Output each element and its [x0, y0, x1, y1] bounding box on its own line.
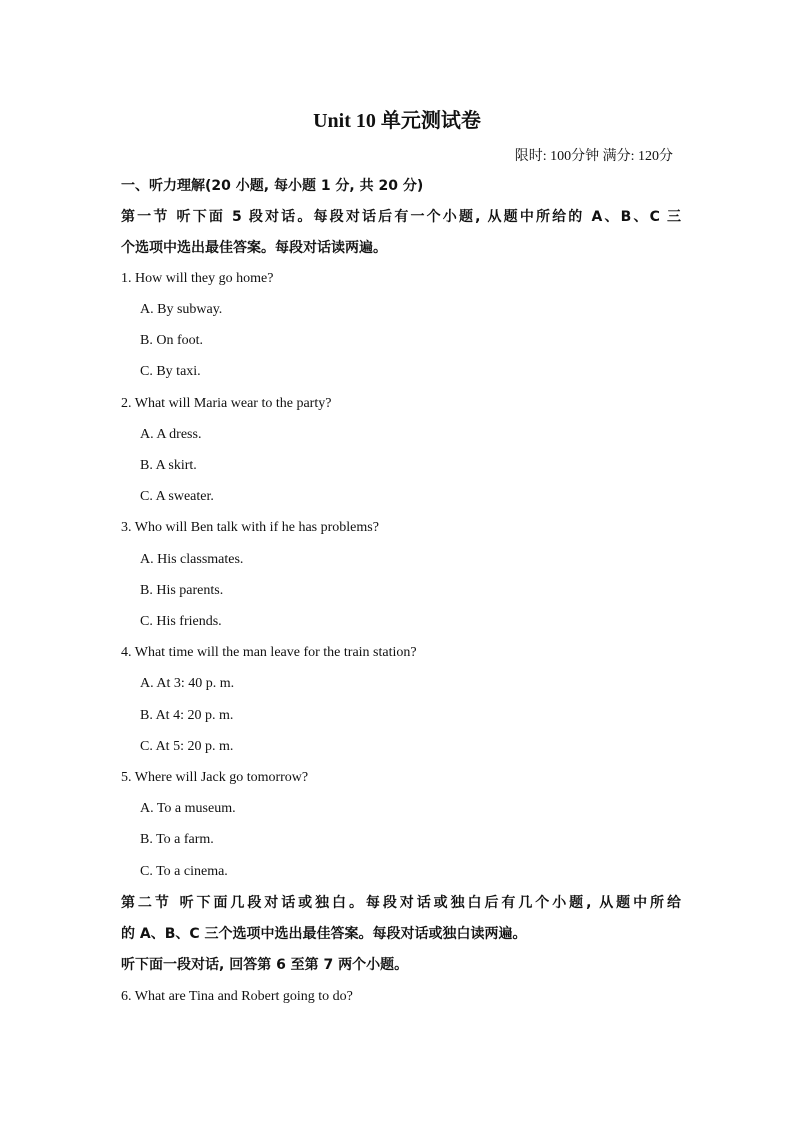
question-4: 4. What time will the man leave for the train station? — [121, 645, 417, 660]
question-5: 5. Where will Jack go tomorrow? — [121, 770, 309, 785]
part1-heading: 一、听力理解(20 小题, 每小题 1 分, 共 20 分) — [121, 178, 424, 194]
question-6: 6. What are Tina and Robert going to do? — [121, 989, 353, 1004]
question-3-option-b: B. His parents. — [140, 583, 224, 598]
question-3-option-c: C. His friends. — [140, 614, 222, 629]
section2-sub-instruction: 听下面一段对话, 回答第 6 至第 7 两个小题。 — [121, 957, 409, 973]
page-title: Unit 10 单元测试卷 — [313, 110, 481, 132]
section2-instruction-line1: 第二节 听下面几段对话或独白。每段对话或独白后有几个小题, 从题中所给 — [121, 895, 681, 911]
section1-instruction-line1: 第一节 听下面 5 段对话。每段对话后有一个小题, 从题中所给的 A、B、C 三 — [121, 209, 681, 225]
question-4-option-c: C. At 5: 20 p. m. — [140, 739, 234, 754]
section1-instruction-line2: 个选项中选出最佳答案。每段对话读两遍。 — [121, 240, 387, 256]
question-1: 1. How will they go home? — [121, 271, 274, 286]
time-score-info: 限时: 100分钟 满分: 120分 — [514, 149, 673, 164]
question-1-option-a: A. By subway. — [140, 302, 223, 317]
question-1-option-c: C. By taxi. — [140, 364, 201, 379]
question-4-option-a: A. At 3: 40 p. m. — [140, 676, 235, 691]
question-5-option-b: B. To a farm. — [140, 832, 214, 847]
question-5-option-c: C. To a cinema. — [140, 864, 228, 879]
question-1-option-b: B. On foot. — [140, 333, 203, 348]
question-4-option-b: B. At 4: 20 p. m. — [140, 708, 234, 723]
question-2-option-a: A. A dress. — [140, 427, 202, 442]
question-3-option-a: A. His classmates. — [140, 552, 244, 567]
question-2-option-b: B. A skirt. — [140, 458, 197, 473]
question-3: 3. Who will Ben talk with if he has problems? — [121, 520, 379, 535]
question-5-option-a: A. To a museum. — [140, 801, 236, 816]
section2-instruction-line2: 的 A、B、C 三个选项中选出最佳答案。每段对话或独白读两遍。 — [121, 926, 527, 942]
question-2: 2. What will Maria wear to the party? — [121, 396, 332, 411]
question-2-option-c: C. A sweater. — [140, 489, 214, 504]
